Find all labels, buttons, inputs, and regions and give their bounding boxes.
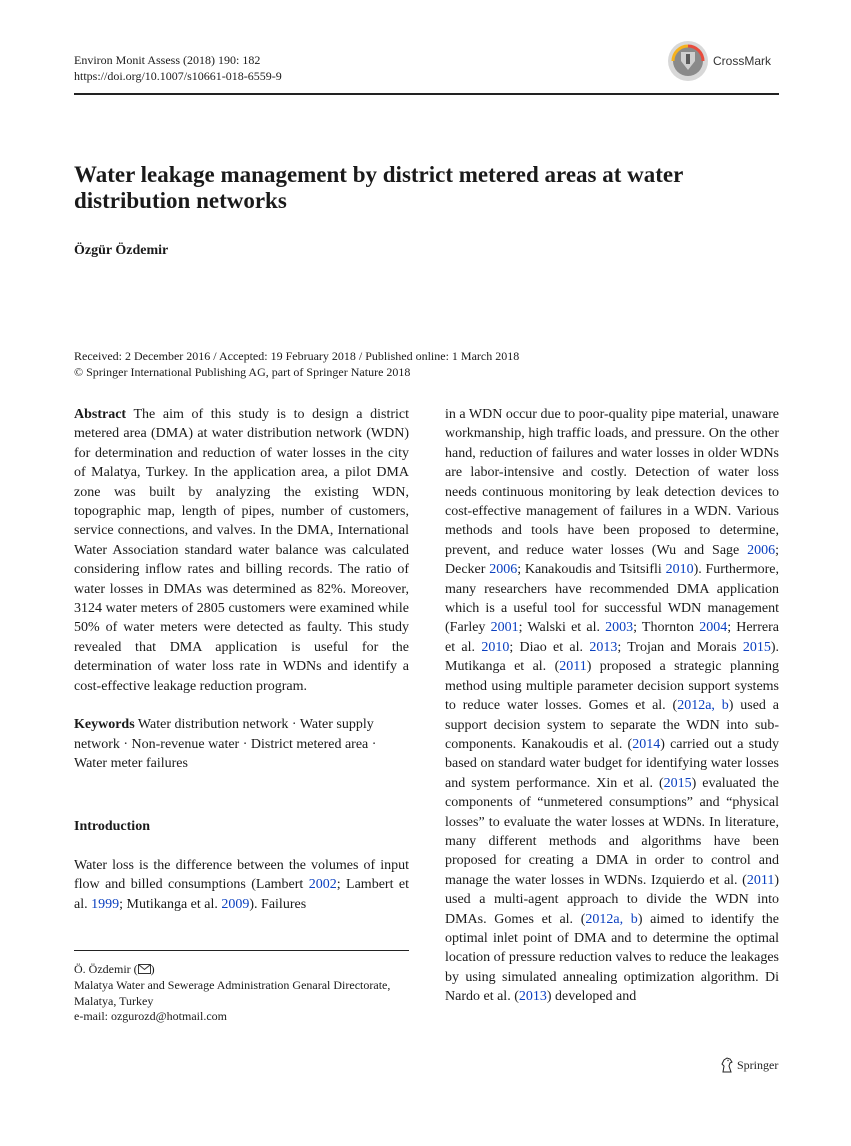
author-name: Özgür Özdemir — [74, 243, 169, 258]
publisher-name: Springer — [737, 1057, 779, 1072]
left-column — [74, 405, 409, 914]
springer-horse-icon — [720, 1057, 734, 1073]
body-text-segment: ) used a multi-agent approach to divide the WDN into DMAs. Gomes et al. ( — [445, 872, 779, 927]
keywords-label: Keywords — [74, 717, 135, 733]
intro-text-segment: ). Failures — [249, 896, 307, 912]
body-text-segment: ; Herrera et al. — [445, 620, 779, 655]
keywords — [74, 715, 409, 773]
citation-link[interactable]: 2013 — [518, 989, 547, 1005]
author-footnote — [74, 962, 419, 1025]
citation-link[interactable]: 2011 — [559, 659, 587, 675]
abstract-label: Abstract — [74, 407, 127, 422]
citation-link[interactable]: 2015 — [742, 639, 771, 655]
citation-link[interactable]: 2002 — [308, 877, 337, 893]
abstract-text: The aim of this study is to design a district metered area (DMA) at water distribution network (WDN) for determination and reduction of water losses in the city of Malatya, Turkey. In the application area, a pilot DMA zone was built by analyzing the existing WDN, topographic map, length of pipes, number of customers, service connections, and valves. In the DMA, International Water Association standard water balance was calculated considering inflow rates and billing records. The ratio of water losses in DMAs was determined as 82%. Moreover, 3124 water meters of 2805 customers were examined while 50% of water meters were detected as faulty. This study revealed that DMA application is useful for the determination of water loss rate in WDNs and identify a cost-effective leakage reduction program. — [74, 407, 409, 694]
body-text-segment: ) proposed a strategic planning method using multiple parameter decision support systems to reduce water losses. Gomes et al. ( — [445, 659, 779, 714]
citation-link[interactable]: 2010 — [665, 562, 694, 578]
body-text-segment: ; Diao et al. — [509, 639, 590, 655]
affiliation-line: Malatya Water and Sewerage Administration Genaral Directorate, — [74, 977, 391, 992]
citation-link[interactable]: 2006 — [489, 562, 518, 578]
envelope-icon[interactable] — [138, 964, 151, 974]
abstract — [74, 405, 409, 696]
body-text-segment: ) carried out a study based on standard water budget for identifying water losses and system performance. Xin et al. ( — [445, 736, 779, 791]
citation-link[interactable]: 2011 — [746, 872, 775, 888]
citation-link[interactable]: 2013 — [589, 639, 618, 655]
body-text-segment: ; Decker — [445, 542, 779, 578]
copyright-notice: © Springer International Publishing AG, part of Springer Nature 2018 — [74, 365, 411, 379]
body-text-segment: ) used a support decision system to separate the WDN into sub-components. Kanakoudis et al. ( — [445, 698, 779, 752]
publisher-logo — [720, 1057, 778, 1073]
introduction-heading: Introduction — [74, 819, 150, 835]
citation-link[interactable]: 2004 — [699, 620, 728, 636]
body-text-segment: ) evaluated the components of “unmetered consumptions” and “physical losses” to evaluate the water losses at WDNs. In literature, many different methods and algorithms have been proposed for creating a DMA in order to control and manage the water losses in WDNs. Izquierdo et al. ( — [445, 775, 779, 888]
crossmark-badge[interactable] — [667, 40, 771, 82]
citation-link[interactable]: 2010 — [481, 639, 510, 655]
body-text-segment: ; Walski et al. — [518, 620, 606, 636]
intro-text-segment: Water loss is the difference between the volumes of input flow and billed consumptions (Lambert — [74, 857, 409, 893]
article-title: Water leakage management by district metered areas at water distribution networks — [74, 162, 683, 213]
crossmark-icon — [667, 40, 709, 82]
body-paragraph — [445, 405, 779, 1007]
corresponding-author — [74, 962, 419, 978]
footnote-author-name: Ö. Özdemir ( — [74, 962, 138, 976]
introduction-paragraph — [74, 856, 409, 914]
right-column — [445, 405, 779, 1007]
publication-history — [74, 348, 779, 380]
body-text-segment: ; Thornton — [633, 620, 700, 636]
doi-link[interactable]: https://doi.org/10.1007/s10661-018-6559-9 — [74, 69, 282, 83]
author-email[interactable]: e-mail: ozgurozd@hotmail.com — [74, 1009, 228, 1024]
citation-link[interactable]: 2014 — [632, 736, 661, 752]
body-text-segment: ). Furthermore, many researchers have recommended DMA application which is a useful tool for successful WDN management (Farley — [445, 562, 779, 636]
intro-text-segment: ; Mutikanga et al. — [119, 896, 222, 912]
affiliation-location: Malatya, Turkey — [74, 993, 154, 1008]
citation-link[interactable]: 2012a, b — [677, 698, 729, 714]
body-text-segment: ) developed and — [546, 989, 637, 1005]
journal-citation: Environ Monit Assess (2018) 190: 182 — [74, 53, 261, 67]
body-text-segment: ; Kanakoudis and Tsitsifli — [517, 562, 666, 578]
citation-link[interactable]: 2009 — [221, 896, 250, 912]
keywords-text: Water distribution network · Water supply network · Non-revenue water · District metered area · Water meter failures — [74, 717, 377, 771]
body-text-segment: ; Trojan and Morais — [617, 639, 743, 655]
header-rule — [74, 93, 779, 95]
footnote-author-close: ) — [150, 962, 155, 976]
journal-header — [74, 52, 282, 84]
intro-text-segment: ; Lambert et al. — [74, 877, 409, 912]
body-text-segment: ) aimed to identify the optimal inlet point of DMA and to determine the optimal location of pressure reduction valves to reduce the leakages by using simulated annealing optimization algorithm. Di Nardo et al. ( — [445, 911, 779, 1005]
citation-link[interactable]: 1999 — [91, 896, 120, 912]
footnote-rule — [74, 950, 409, 951]
received-dates: Received: 2 December 2016 / Accepted: 19 February 2018 / Published online: 1 March 2018 — [74, 349, 520, 363]
citation-link[interactable]: 2015 — [663, 775, 692, 791]
citation-link[interactable]: 2006 — [747, 542, 776, 558]
body-text-segment: ). Mutikanga et al. ( — [445, 639, 780, 675]
citation-link[interactable]: 2001 — [490, 620, 519, 636]
crossmark-label: CrossMark — [713, 54, 772, 68]
body-text-segment: in a WDN occur due to poor-quality pipe material, unaware workmanship, high traffic loads, and pressure. On the other hand, reduction of failures and water losses in older WDNs are labor-intensive and costly. Detection of water loss needs continuous monitoring by leak detection devices to cost-effective management of failures in a WDN. Various methods and tools have been proposed to determine, prevent, and reduce water losses (Wu and Sage — [445, 407, 779, 558]
citation-link[interactable]: 2003 — [605, 620, 634, 636]
citation-link[interactable]: 2012a, b — [585, 911, 638, 927]
